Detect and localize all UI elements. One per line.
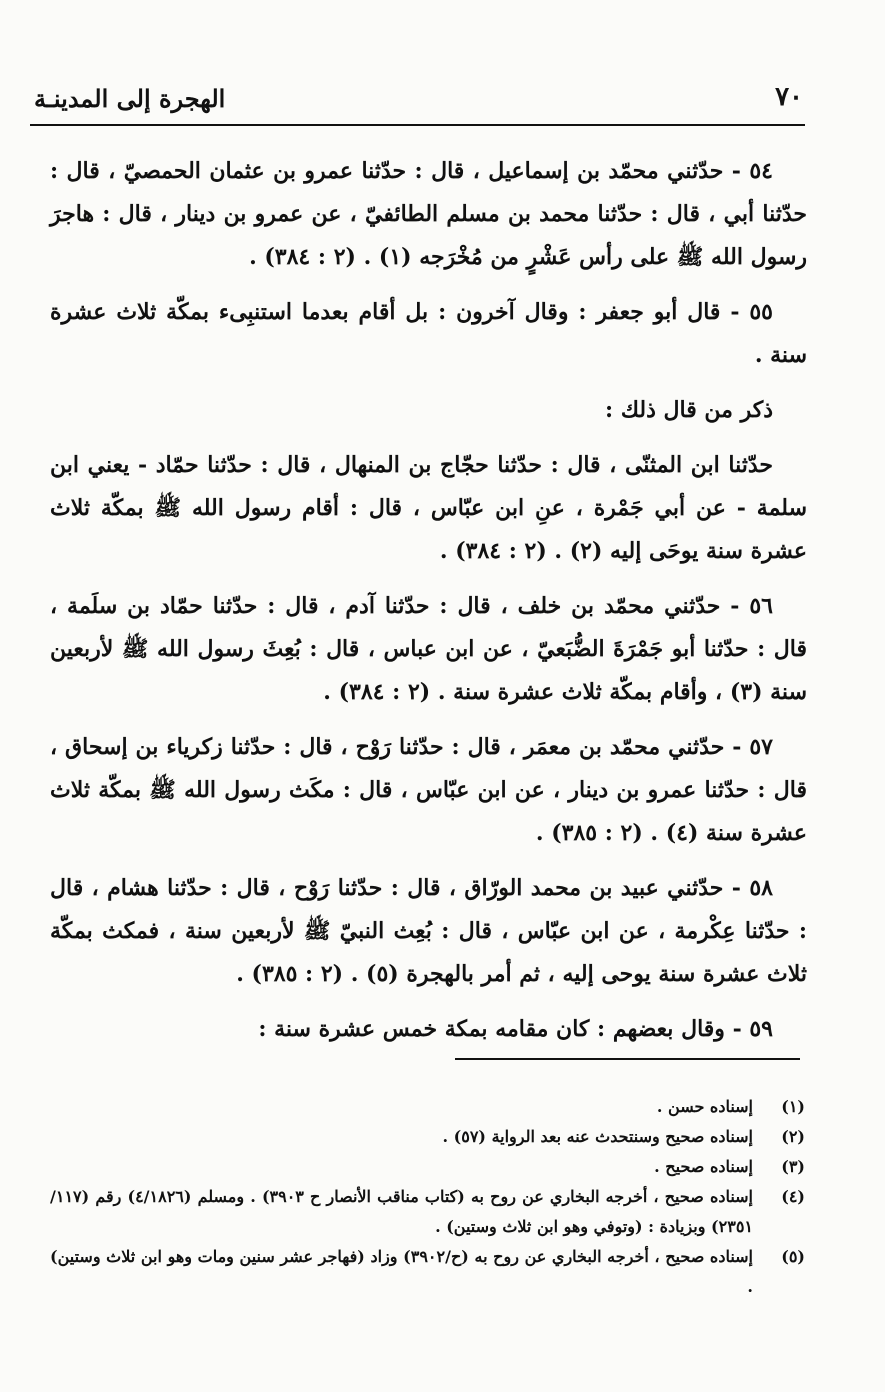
footnote-text: إسناده صحيح ، أخرجه البخاري عن روح به (كتاب مناقب الأنصار ح ٣٩٠٣) . ومسلم (٤/١٨٢٦) رقم (١١٧/ ٢٣٥١) وبزيادة : (وتوفي وهو ابن ثلاث وستين) . <box>50 1187 754 1236</box>
footnote-text: إسناده صحيح . <box>654 1157 753 1176</box>
footnote-item <box>50 1182 805 1242</box>
page-header <box>30 78 805 126</box>
section-heading: ذكر من قال ذلك : <box>605 397 773 423</box>
footnote-number: (٢) <box>781 1127 805 1146</box>
narration-55-chain: حدّثنا ابن المثنّى ، قال : حدّثنا حجّاج بن المنهال ، قال : حدّثنا حمّاد - يعني ابن سلمة - عن أبي جَمْرة ، عنِ ابن عبّاس ، قال : أقام رسول الله ﷺ بمكّة ثلاث عشرة سنة يوحَى إليه (٢) . (٢ : ٣٨٤) . <box>50 452 807 564</box>
footnote-number: (٥) <box>781 1247 805 1266</box>
narration-56: ٥٦ - حدّثني محمّد بن خلف ، قال : حدّثنا آدم ، قال : حدّثنا حمّاد بن سلَمة ، قال : حدّثنا أبو جَمْرَةَ الضُّبَعيّ ، عن ابن عباس ، قال : بُعِثَ رسول الله ﷺ لأربعين سنة (٣) ، وأقام بمكّة ثلاث عشرة سنة . (٢ : ٣٨٤) . <box>50 593 807 705</box>
footnote-item <box>50 1092 805 1122</box>
footnote-number: (٣) <box>781 1157 805 1176</box>
footnote-text: إسناده صحيح وسنتحدث عنه بعد الرواية (٥٧) . <box>442 1127 753 1146</box>
narration-54: ٥٤ - حدّثني محمّد بن إسماعيل ، قال : حدّثنا عمرو بن عثمان الحمصيّ ، قال : حدّثنا أبي ، قال : حدّثنا محمد بن مسلم الطائفيّ ، عن عمرو بن دينار ، قال : هاجرَ رسول الله ﷺ على رأس عَشْرٍ من مُخْرَجه (١) . (٢ : ٣٨٤) . <box>50 158 807 270</box>
footnote-number: (١) <box>781 1097 805 1116</box>
footnote-separator <box>455 1058 800 1060</box>
narration-59: ٥٩ - وقال بعضهم : كان مقامه بمكة خمس عشرة سنة : <box>258 1016 773 1042</box>
narration-57: ٥٧ - حدّثني محمّد بن معمَر ، قال : حدّثنا رَوْح ، قال : حدّثنا زكرياء بن إسحاق ، قال : حدّثنا عمرو بن دينار ، عن ابن عبّاس ، قال : مكَث رسول الله ﷺ بمكّة ثلاث عشرة سنة (٤) . (٢ : ٣٨٥) . <box>50 734 807 846</box>
footnote-item <box>50 1152 805 1182</box>
main-text <box>50 150 807 1063</box>
footnotes <box>50 1092 805 1302</box>
footnote-number: (٤) <box>781 1187 805 1206</box>
footnote-text: إسناده صحيح ، أخرجه البخاري عن روح به (ح/٣٩٠٢) وزاد (فهاجر عشر سنين ومات وهو ابن ثلاث وستين) . <box>50 1247 753 1296</box>
narration-58: ٥٨ - حدّثني عبيد بن محمد الورّاق ، قال : حدّثنا رَوْح ، قال : حدّثنا هشام ، قال : حدّثنا عِكْرمة ، عن ابن عبّاس ، قال : بُعِث النبيّ ﷺ لأربعين سنة ، فمكث بمكّة ثلاث عشرة سنة يوحى إليه ، ثم أمر بالهجرة (٥) . (٢ : ٣٨٥) . <box>50 875 807 987</box>
narration-55: ٥٥ - قال أبو جعفر : وقال آخرون : بل أقام بعدما استنبِىء بمكّة ثلاث عشرة سنة . <box>50 299 807 368</box>
footnote-text: إسناده حسن . <box>656 1097 753 1116</box>
running-title: الهجرة إلى المدينـة <box>34 84 226 113</box>
footnote-item <box>50 1122 805 1152</box>
footnote-item <box>50 1242 805 1302</box>
page-number: ٧٠ <box>775 82 803 112</box>
